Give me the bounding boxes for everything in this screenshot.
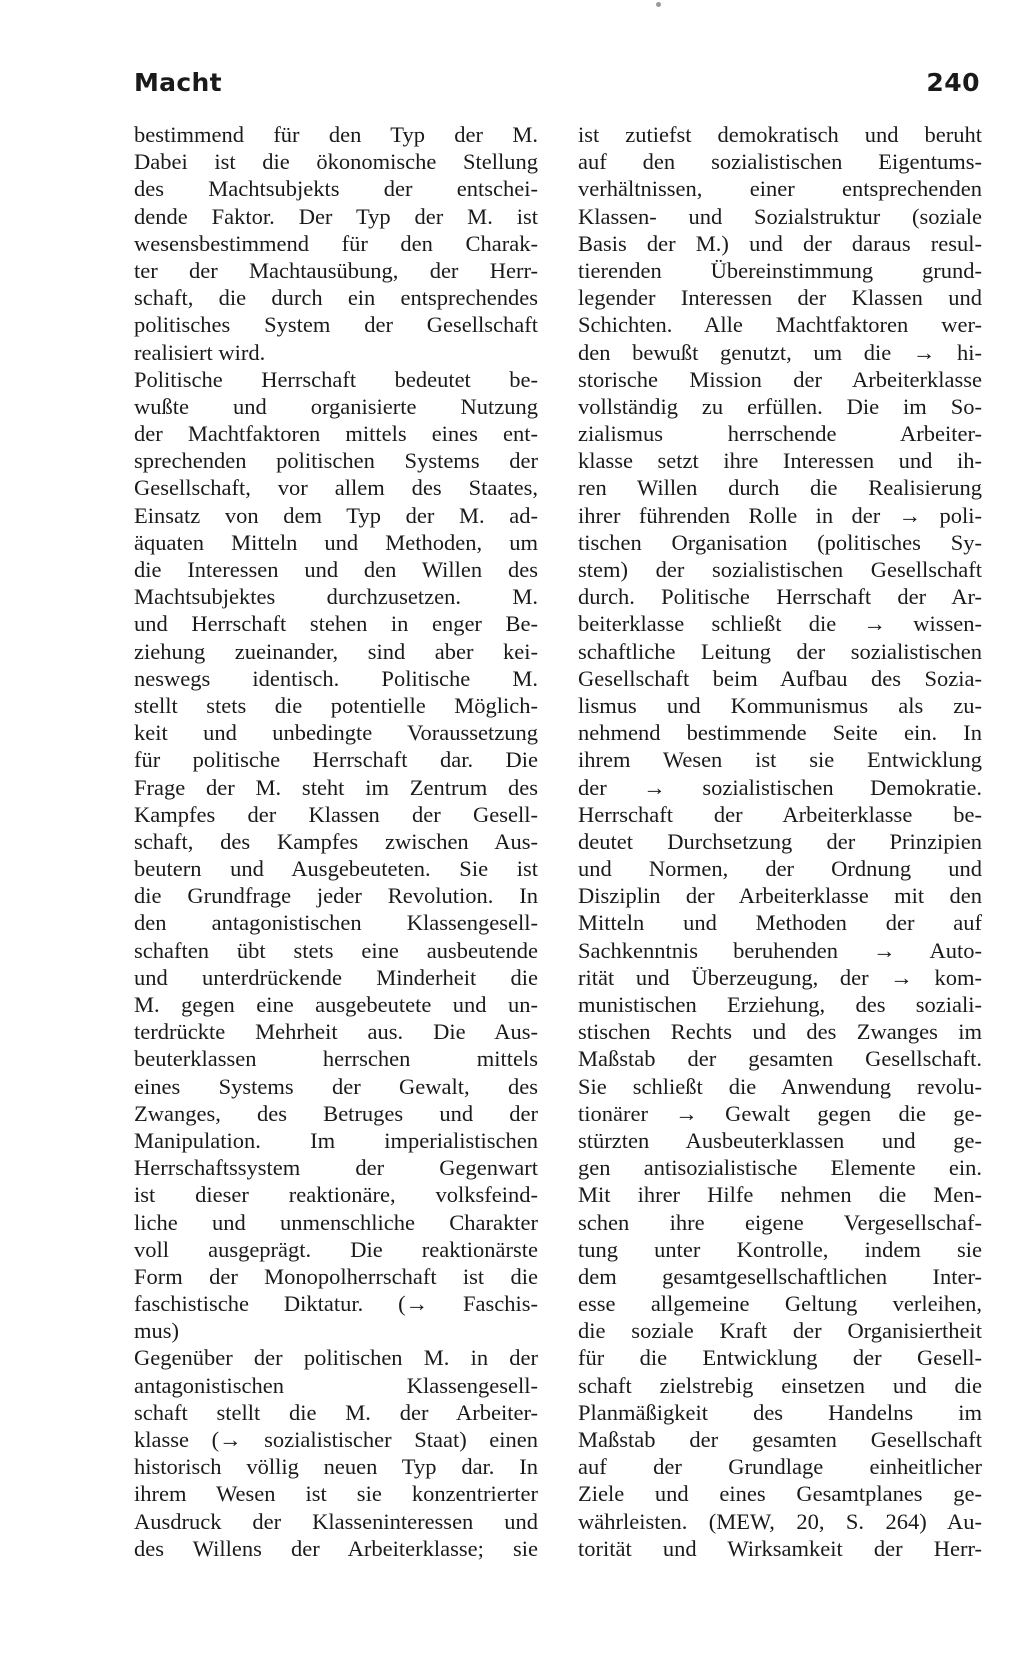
text-line: liche und unmenschliche Charakter xyxy=(134,1209,538,1235)
text-line: verhältnissen, einer entsprechenden xyxy=(578,176,982,202)
text-line: äquaten Mitteln und Methoden, um xyxy=(134,529,538,555)
right-column xyxy=(578,121,982,1562)
left-column xyxy=(134,121,538,1562)
text-line: politisches System der Gesellschaft xyxy=(134,312,538,338)
text-line: und Herrschaft stehen in enger Be- xyxy=(134,611,538,637)
text-line: der → sozialistischen Demokratie. xyxy=(578,774,982,800)
text-line: Gegenüber der politischen M. in der xyxy=(134,1345,538,1371)
text-line: voll ausgeprägt. Die reaktionärste xyxy=(134,1236,538,1262)
text-line: Sachkenntnis beruhenden → Auto- xyxy=(578,937,982,963)
text-line: stellt stets die potentielle Möglich- xyxy=(134,692,538,718)
text-line: tung unter Kontrolle, indem sie xyxy=(578,1236,982,1262)
text-line: rität und Überzeugung, der → kom- xyxy=(578,964,982,990)
page-header xyxy=(134,68,980,108)
text-line: deutet Durchsetzung der Prinzipien xyxy=(578,828,982,854)
text-line: Herrschaft der Arbeiterklasse be- xyxy=(578,801,982,827)
text-line: auf der Grundlage einheitlicher xyxy=(578,1454,982,1480)
text-line: Gesellschaft, vor allem des Staates, xyxy=(134,475,538,501)
text-line: schaftliche Leitung der sozialistischen xyxy=(578,638,982,664)
text-line: Disziplin der Arbeiterklasse mit den xyxy=(578,883,982,909)
text-line: und unterdrückende Minderheit die xyxy=(134,964,538,990)
text-line: keit und unbedingte Voraussetzung xyxy=(134,720,538,746)
text-line: ihrem Wesen ist sie konzentrierter xyxy=(134,1481,538,1507)
text-line: schaft, des Kampfes zwischen Aus- xyxy=(134,828,538,854)
text-line: Sie schließt die Anwendung revolu- xyxy=(578,1073,982,1099)
text-line: Machtsubjektes durchzusetzen. M. xyxy=(134,584,538,610)
text-line: klasse (→ sozialistischer Staat) einen xyxy=(134,1427,538,1452)
text-line: Ausdruck der Klasseninteressen und xyxy=(134,1508,538,1534)
text-line: gen antisozialistische Elemente ein. xyxy=(578,1155,982,1181)
text-line: legender Interessen der Klassen und xyxy=(578,285,982,311)
text-line: ihrer führenden Rolle in der → poli- xyxy=(578,502,982,528)
text-line: den antagonistischen Klassengesell- xyxy=(134,910,538,936)
text-line: für politische Herrschaft dar. Die xyxy=(134,747,538,773)
text-line: schen ihre eigene Vergesellschaf- xyxy=(578,1209,982,1235)
text-line: faschistische Diktatur. (→ Faschis- xyxy=(134,1291,538,1317)
text-line: Ziele und eines Gesamtplanes ge- xyxy=(578,1481,982,1507)
text-line: antagonistischen Klassengesell- xyxy=(134,1372,538,1398)
text-line: nehmend bestimmende Seite ein. In xyxy=(578,720,982,746)
text-line: Frage der M. steht im Zentrum des xyxy=(134,774,538,800)
print-speck xyxy=(656,2,661,7)
text-line: schaft, die durch ein entsprechendes xyxy=(134,285,538,311)
text-line: den bewußt genutzt, um die → hi- xyxy=(578,339,982,365)
text-line: wußte und organisierte Nutzung xyxy=(134,393,538,419)
header-keyword: Macht xyxy=(134,68,222,97)
text-line: des Machtsubjekts der entschei- xyxy=(134,176,538,202)
text-line: die Grundfrage jeder Revolution. In xyxy=(134,883,538,909)
text-line: dem gesamtgesellschaftlichen Inter- xyxy=(578,1263,982,1289)
text-line: zialismus herrschende Arbeiter- xyxy=(578,421,982,447)
text-line: durch. Politische Herrschaft der Ar- xyxy=(578,584,982,610)
text-line: Manipulation. Im imperialistischen xyxy=(134,1127,538,1153)
text-line: stürzten Ausbeuterklassen und ge- xyxy=(578,1127,982,1153)
text-line: wesensbestimmend für den Charak- xyxy=(134,230,538,256)
text-line: klasse setzt ihre Interessen und ih- xyxy=(578,448,982,474)
text-line: beutern und Ausgebeuteten. Sie ist xyxy=(134,856,538,882)
text-line: M. gegen eine ausgebeutete und un- xyxy=(134,992,538,1017)
text-line: Gesellschaft beim Aufbau des Sozia- xyxy=(578,665,982,691)
text-line: Klassen- und Sozialstruktur (soziale xyxy=(578,203,982,229)
text-line: ter der Machtausübung, der Herr- xyxy=(134,257,538,283)
text-line: storische Mission der Arbeiterklasse xyxy=(578,366,982,392)
text-line: tierenden Übereinstimmung grund- xyxy=(578,257,982,283)
text-line: historisch völlig neuen Typ dar. In xyxy=(134,1454,538,1480)
text-line: die Interessen und den Willen des xyxy=(134,557,538,582)
text-line: schaft zielstrebig einsetzen und die xyxy=(578,1372,982,1398)
text-line: Einsatz von dem Typ der M. ad- xyxy=(134,502,538,528)
text-line: ist dieser reaktionäre, volksfeind- xyxy=(134,1182,538,1208)
text-line: torität und Wirksamkeit der Herr- xyxy=(578,1535,982,1561)
text-line: sprechenden politischen Systems der xyxy=(134,448,538,474)
text-line: für die Entwicklung der Gesell- xyxy=(578,1345,982,1371)
text-line: die soziale Kraft der Organisiertheit xyxy=(578,1318,982,1344)
text-line: esse allgemeine Geltung verleihen, xyxy=(578,1291,982,1317)
text-line: der Machtfaktoren mittels eines ent- xyxy=(134,421,538,447)
text-line: Herrschaftssystem der Gegenwart xyxy=(134,1155,538,1181)
text-line: Form der Monopolherrschaft ist die xyxy=(134,1263,538,1289)
text-line: und Normen, der Ordnung und xyxy=(578,856,982,882)
text-line: tionärer → Gewalt gegen die ge- xyxy=(578,1100,982,1126)
text-line: Planmäßigkeit des Handelns im xyxy=(578,1399,982,1425)
text-line: eines Systems der Gewalt, des xyxy=(134,1073,538,1099)
text-line: Kampfes der Klassen der Gesell- xyxy=(134,801,538,827)
text-line: Zwanges, des Betruges und der xyxy=(134,1100,538,1126)
text-line: Mitteln und Methoden der auf xyxy=(578,910,982,936)
text-line: auf den sozialistischen Eigentums- xyxy=(578,149,982,175)
text-line: dende Faktor. Der Typ der M. ist xyxy=(134,203,538,229)
text-line: Dabei ist die ökonomische Stellung xyxy=(134,149,538,175)
text-line: ziehung zueinander, sind aber kei- xyxy=(134,638,538,664)
text-line: realisiert wird. xyxy=(134,339,266,365)
text-line: ren Willen durch die Realisierung xyxy=(578,475,982,501)
text-line: mus) xyxy=(134,1318,179,1344)
text-line: Politische Herrschaft bedeutet be- xyxy=(134,366,538,392)
text-line: Mit ihrer Hilfe nehmen die Men- xyxy=(578,1182,982,1208)
text-line: vollständig zu erfüllen. Die im So- xyxy=(578,393,982,419)
text-line: terdrückte Mehrheit aus. Die Aus- xyxy=(134,1019,538,1045)
text-line: neswegs identisch. Politische M. xyxy=(134,665,538,691)
text-line: währleisten. (MEW, 20, S. 264) Au- xyxy=(578,1508,982,1534)
text-line: beuterklassen herrschen mittels xyxy=(134,1046,538,1072)
page-number: 240 xyxy=(926,68,980,97)
text-line: ihrem Wesen ist sie Entwicklung xyxy=(578,747,982,773)
text-line: schaften übt stets eine ausbeutende xyxy=(134,937,538,963)
text-line: lismus und Kommunismus als zu- xyxy=(578,692,982,718)
text-line: des Willens der Arbeiterklasse; sie xyxy=(134,1535,538,1561)
text-line: stem) der sozialistischen Gesellschaft xyxy=(578,557,982,582)
text-line: Basis der M.) und der daraus resul- xyxy=(578,230,982,256)
text-line: Schichten. Alle Machtfaktoren wer- xyxy=(578,312,982,338)
text-line: beiterklasse schließt die → wissen- xyxy=(578,611,982,637)
text-line: ist zutiefst demokratisch und beruht xyxy=(578,122,982,147)
text-line: schaft stellt die M. der Arbeiter- xyxy=(134,1399,538,1425)
text-line: Maßstab der gesamten Gesellschaft xyxy=(578,1427,982,1452)
text-line: bestimmend für den Typ der M. xyxy=(134,122,538,147)
text-line: Maßstab der gesamten Gesellschaft. xyxy=(578,1046,982,1072)
text-line: munistischen Erziehung, des soziali- xyxy=(578,992,982,1017)
text-line: stischen Rechts und des Zwanges im xyxy=(578,1019,982,1045)
text-line: tischen Organisation (politisches Sy- xyxy=(578,529,982,555)
